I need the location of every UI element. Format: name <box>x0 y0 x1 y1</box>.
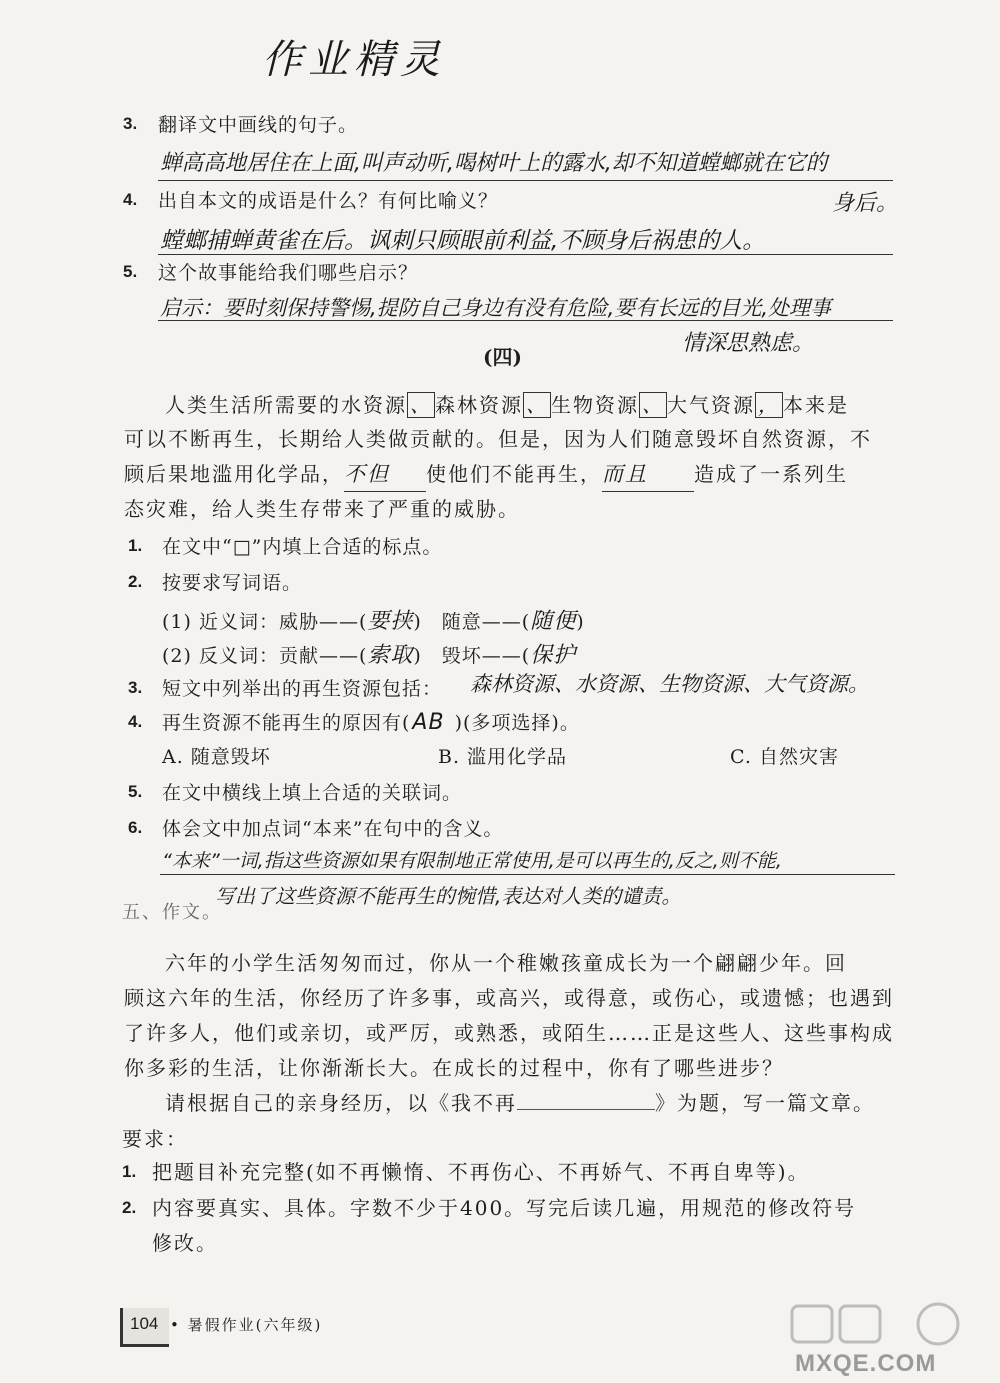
requirement-number: 1. <box>122 1162 137 1181</box>
question-number: 6. <box>128 818 143 837</box>
essay-prompt-line: 顾这六年的生活，你经历了许多事，或高兴，或得意，或伤心，或遗憾；也遇到 <box>124 986 894 1010</box>
answer-line <box>158 180 893 181</box>
answer-line <box>158 320 893 321</box>
answer-line <box>160 874 895 875</box>
question-text: 翻译文中画线的句子。 <box>158 114 359 136</box>
handwritten-punctuation: 、 <box>407 392 435 418</box>
question-text: 这个故事能给我们哪些启示？ <box>158 262 419 284</box>
passage-text: 顾后果地滥用化学品， <box>124 462 344 486</box>
option-b: B. 滥用化学品 <box>438 746 568 768</box>
question-text-a: 再生资源不能再生的原因有( <box>162 712 411 734</box>
question-text: 在文中“□”内填上合适的标点。 <box>162 536 443 558</box>
handwritten-answer: 索取 <box>367 643 414 668</box>
title-blank <box>517 1087 655 1110</box>
row-text: ) 随意——( <box>413 611 531 633</box>
passage-line: 可以不断再生，长期给人类做贡献的。但是，因为人们随意毁坏自然资源，不 <box>124 427 872 451</box>
requirements-title: 要求： <box>122 1127 188 1151</box>
question-text: 体会文中加点词“本来”在句中的含义。 <box>162 818 504 840</box>
question-number: 5. <box>123 262 138 281</box>
question-text-b: )(多项选择)。 <box>454 712 580 734</box>
handwritten-answer: 保护 <box>530 643 577 668</box>
requirement-text: 把题目补充完整(如不再懒惰、不再伤心、不再娇气、不再自卑等)。 <box>152 1160 810 1184</box>
handwritten-title: 作业精灵 <box>262 37 446 83</box>
question-text: 短文中列举出的再生资源包括： <box>162 678 443 700</box>
passage-text: 造成了一系列生 <box>694 462 848 486</box>
handwritten-answer: 写出了这些资源不能再生的惋惜,表达对人类的谴责。 <box>215 884 682 908</box>
question-number: 3. <box>128 678 143 697</box>
essay-prompt-line: 了许多人，他们或亲切，或严厉，或熟悉，或陌生……正是这些人、这些事构成 <box>124 1021 894 1045</box>
passage-text: 使他们不能再生， <box>426 462 602 486</box>
requirement-text: 内容要真实、具体。字数不少于400。写完后读几遍，用规范的修改符号 <box>152 1196 857 1220</box>
requirement-text: 修改。 <box>152 1231 218 1255</box>
passage-text: 本来是 <box>783 393 849 417</box>
passage-line: 态灾难，给人类生存带来了严重的威胁。 <box>124 497 520 521</box>
passage-text: 大气资源 <box>667 393 755 417</box>
row-label: (1) 近义词：威胁——( <box>162 611 368 633</box>
watermark-text: MXQE.COM <box>795 1350 937 1377</box>
passage-text: 生物资源 <box>551 393 639 417</box>
handwritten-answer: 随便 <box>530 609 577 634</box>
handwritten-punctuation: 、 <box>639 392 667 418</box>
question-number: 2. <box>128 572 143 591</box>
option-a: A. 随意毁坏 <box>162 746 271 768</box>
option-c: C. 自然灾害 <box>730 746 839 768</box>
question-number: 3. <box>123 114 138 133</box>
handwritten-answer: 情深思熟虑。 <box>682 331 815 356</box>
passage-text: 森林资源 <box>435 393 523 417</box>
question-text: 按要求写词语。 <box>162 572 303 594</box>
section-title: 五、作文。 <box>122 902 222 923</box>
question-number: 1. <box>128 536 143 555</box>
essay-prompt-line: 你多彩的生活，让你渐渐长大。在成长的过程中，你有了哪些进步？ <box>124 1056 784 1080</box>
passage-text: 人类生活所需要的水资源 <box>165 393 407 417</box>
question-text <box>162 708 580 735</box>
handwritten-answer: 螳螂捕蝉黄雀在后。讽刺只顾眼前利益,不顾身后祸患的人。 <box>160 228 766 254</box>
row-text: ) 毁坏——( <box>413 645 531 667</box>
handwritten-answer: 要挟 <box>367 609 414 634</box>
instruction-text-a: 请根据自己的亲身经历，以《我不再 <box>165 1091 517 1115</box>
passage-line <box>124 457 848 492</box>
answer-line <box>158 254 893 255</box>
handwritten-punctuation: 、 <box>523 392 551 418</box>
handwritten-fill: 不但 <box>344 457 426 492</box>
question-text: 出自本文的成语是什么？有何比喻义？ <box>158 190 499 212</box>
handwritten-answer: 蝉高高地居住在上面,叫声动听,喝树叶上的露水,却不知道螳螂就在它的 <box>160 151 828 176</box>
row-label: (2) 反义词：贡献——( <box>162 645 368 667</box>
handwritten-answer: 森林资源、水资源、生物资源、大气资源。 <box>470 672 869 696</box>
handwritten-punctuation: ， <box>755 392 783 418</box>
handwritten-answer: AB <box>412 710 445 735</box>
watermark-logo <box>790 1300 970 1346</box>
essay-instruction <box>165 1086 875 1120</box>
question-text: 在文中横线上填上合适的关联词。 <box>162 782 463 804</box>
synonym-row <box>162 604 585 635</box>
question-number: 4. <box>128 712 143 731</box>
section-title: (四) <box>483 345 522 369</box>
requirement-number: 2. <box>122 1198 137 1217</box>
passage-line <box>165 388 849 422</box>
question-number: 5. <box>128 782 143 801</box>
handwritten-answer: “本来”一词,指这些资源如果有限制地正常使用,是可以再生的,反之,则不能, <box>162 850 782 872</box>
page-number: 104 <box>130 1314 159 1333</box>
handwritten-fill: 而且 <box>602 457 694 492</box>
handwritten-answer: 身后。 <box>832 191 899 216</box>
antonym-row <box>162 638 576 669</box>
essay-prompt-line: 六年的小学生活匆匆而过，你从一个稚嫩孩童成长为一个翩翩少年。回 <box>165 951 847 975</box>
handwritten-answer: 启示：要时刻保持警惕,提防自己身边有没有危险,要有长远的目光,处理事 <box>160 296 832 320</box>
book-title: • 暑假作业(六年级) <box>170 1316 323 1334</box>
question-number: 4. <box>123 190 138 209</box>
row-text: ) <box>576 611 585 633</box>
instruction-text-b: 》为题，写一篇文章。 <box>655 1091 875 1115</box>
